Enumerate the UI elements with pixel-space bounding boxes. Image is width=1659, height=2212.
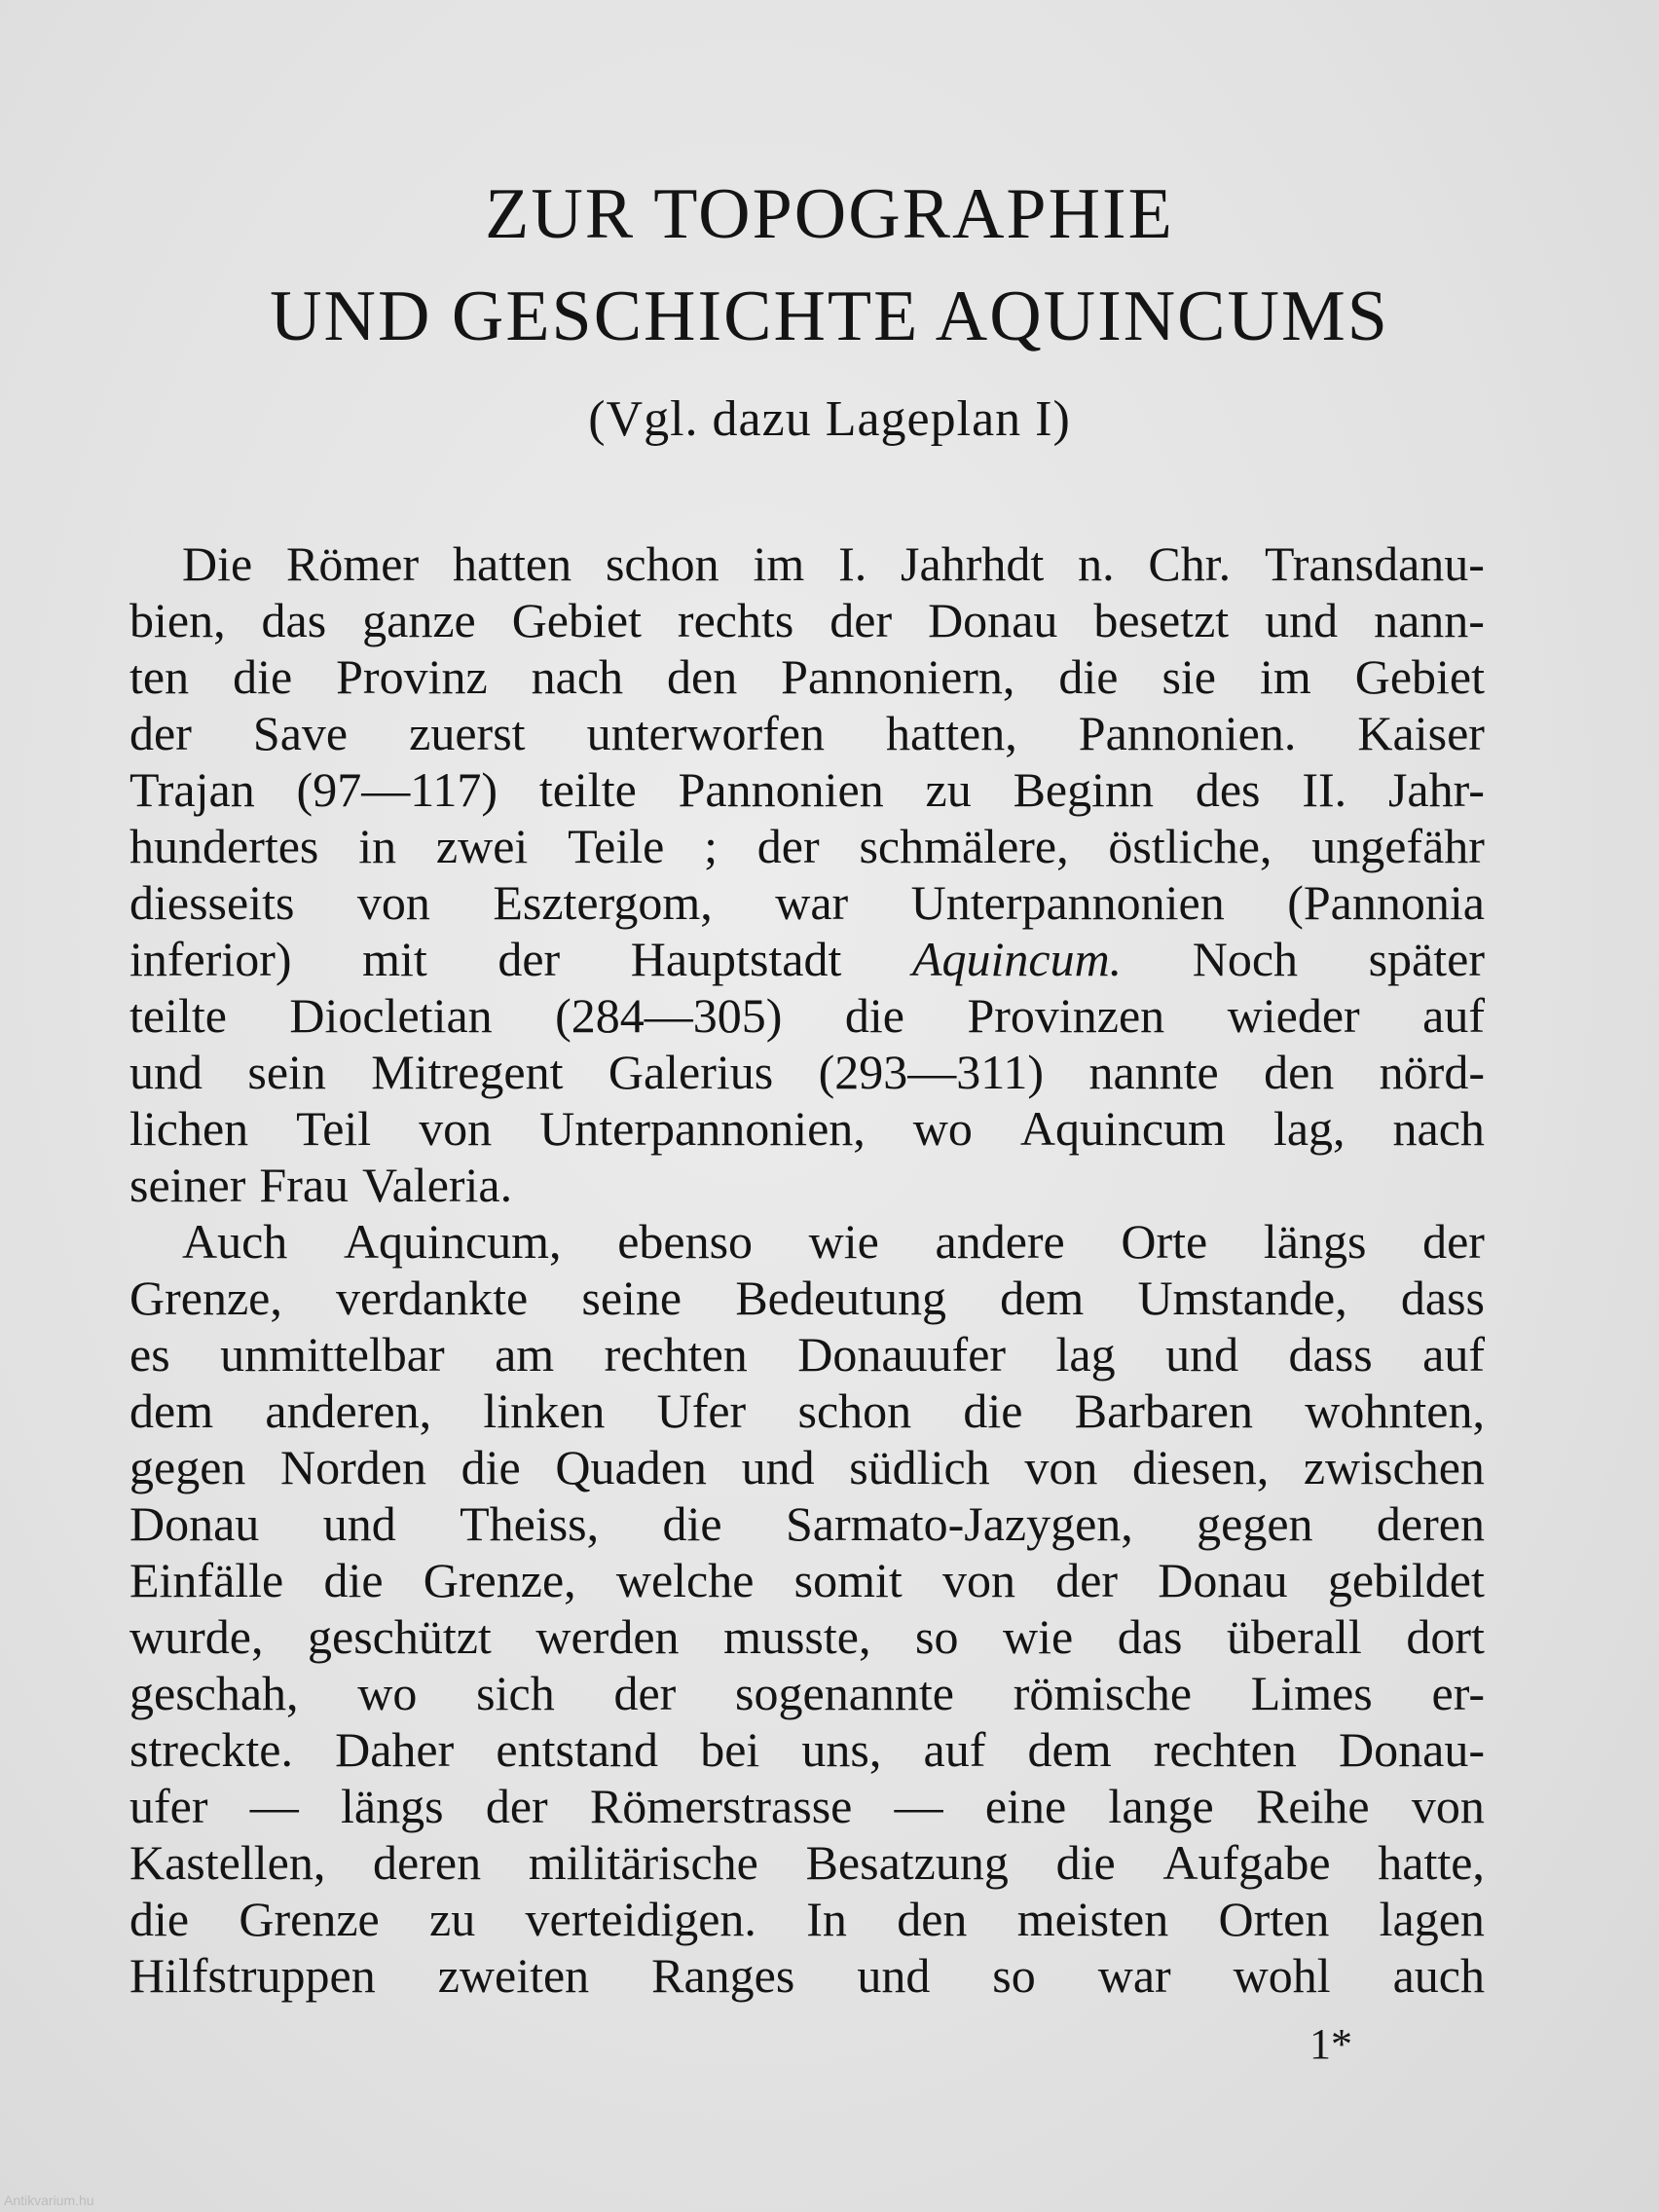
word: lag — [1055, 1327, 1116, 1382]
text-line — [129, 535, 1485, 592]
word: dass — [1288, 1327, 1373, 1382]
word: Orten — [1218, 1892, 1330, 1946]
word: Ufer — [656, 1383, 747, 1438]
word: streckte. — [129, 1722, 293, 1777]
word: deren — [373, 1835, 482, 1890]
word: Barbaren — [1074, 1383, 1253, 1438]
word: andere — [935, 1214, 1065, 1269]
text-line — [129, 1947, 1485, 2004]
word: eine — [984, 1779, 1067, 1833]
word: Beginn — [1013, 762, 1154, 817]
word: Jahrhdt — [901, 536, 1045, 591]
word: Sarmato-Jazygen, — [785, 1496, 1133, 1551]
word: (Pannonia — [1287, 875, 1485, 930]
word: am — [495, 1327, 555, 1382]
word: II. — [1302, 762, 1347, 817]
word: sie — [1161, 649, 1216, 704]
word: Donau — [129, 1496, 260, 1551]
word: rechten — [1153, 1722, 1297, 1777]
word: gegen — [1197, 1496, 1313, 1551]
word: Chr. — [1148, 536, 1232, 591]
word: nach — [531, 649, 624, 704]
word: Einfälle — [129, 1553, 284, 1607]
word: es — [129, 1327, 170, 1382]
word: — — [249, 1779, 299, 1833]
word: Auch — [182, 1214, 288, 1269]
word: Gebiet — [511, 593, 642, 647]
word: im — [753, 536, 805, 591]
word: römische — [1013, 1666, 1193, 1720]
word: sich — [476, 1666, 555, 1720]
word: zu — [925, 762, 972, 817]
text-line — [129, 1778, 1485, 1834]
word: anderen, — [265, 1383, 432, 1438]
word: Teil — [296, 1101, 372, 1156]
word: inferior) — [129, 932, 292, 986]
word: der — [1055, 1553, 1119, 1607]
word: geschützt — [308, 1609, 492, 1664]
word: schmälere, — [859, 819, 1069, 873]
word: Provinz — [336, 649, 488, 704]
word: den — [897, 1892, 968, 1946]
word: die — [844, 988, 904, 1043]
word: wo — [357, 1666, 418, 1720]
word: wohnten, — [1305, 1383, 1485, 1438]
word: ungefähr — [1311, 819, 1485, 873]
text-line — [129, 1157, 1485, 1213]
word: auch — [1392, 1948, 1485, 2003]
word: Trajan — [129, 762, 255, 817]
word: unterworfen — [586, 706, 825, 760]
word: lagen — [1379, 1892, 1485, 1946]
word: dem — [129, 1383, 214, 1438]
word: nann- — [1374, 593, 1485, 647]
word: Unterpannonien — [910, 875, 1225, 930]
word: wohl — [1233, 1948, 1331, 2003]
word: dem — [1027, 1722, 1112, 1777]
word: Pannonien. — [1078, 706, 1297, 760]
word: Galerius — [608, 1045, 774, 1099]
text-line — [129, 1100, 1485, 1157]
word: Besatzung — [805, 1835, 1009, 1890]
word: Pannoniern, — [781, 649, 1015, 704]
word: Umstande, — [1137, 1271, 1347, 1325]
word: längs — [1263, 1214, 1367, 1269]
word: mit — [362, 932, 427, 986]
word: schon — [605, 536, 719, 591]
word: und — [857, 1948, 931, 2003]
text-line — [129, 1439, 1485, 1495]
word: — — [894, 1779, 943, 1833]
word: zwei — [435, 819, 529, 873]
word: die — [1055, 1835, 1116, 1890]
word: hatte, — [1378, 1835, 1485, 1890]
word: des — [1195, 762, 1261, 817]
word: zuerst — [409, 706, 526, 760]
text-line — [129, 1891, 1485, 1947]
word: lichen — [129, 1101, 249, 1156]
word: ; — [704, 819, 718, 873]
word: nannte — [1088, 1045, 1219, 1099]
word: die — [662, 1496, 722, 1551]
word: Ranges — [651, 1948, 795, 2003]
word: Grenze, — [423, 1553, 576, 1607]
word: von — [419, 1101, 493, 1156]
word: längs — [341, 1779, 444, 1833]
word: Jahr- — [1387, 762, 1485, 817]
word: diesen, — [1131, 1440, 1270, 1494]
page-folio: 1* — [1309, 2020, 1352, 2068]
text-line — [129, 1665, 1485, 1721]
word: rechts — [677, 593, 794, 647]
word: von — [1024, 1440, 1098, 1494]
word: überall — [1227, 1609, 1362, 1664]
word: Römerstrasse — [589, 1779, 853, 1833]
text-line — [129, 1721, 1485, 1778]
word: lange — [1108, 1779, 1214, 1833]
word: besetzt — [1093, 593, 1230, 647]
word: er- — [1431, 1666, 1485, 1720]
word: bien, — [129, 593, 226, 647]
word: meisten — [1016, 1892, 1169, 1946]
text-line — [129, 1382, 1485, 1439]
text-line — [129, 1213, 1485, 1270]
text-line — [129, 1552, 1485, 1608]
word: Aquincum. — [911, 932, 1123, 986]
word: die — [963, 1383, 1023, 1438]
word: n. — [1078, 536, 1115, 591]
text-line — [129, 931, 1485, 987]
word: Daher — [335, 1722, 455, 1777]
word: das — [261, 593, 327, 647]
word: Aquincum, — [343, 1214, 562, 1269]
word: Teile — [568, 819, 665, 873]
word: ufer — [129, 1779, 208, 1833]
page-title-line-2: UND GESCHICHTE AQUINCUMS — [270, 276, 1389, 356]
word: Valeria. — [362, 1158, 513, 1212]
word: so — [992, 1948, 1036, 2003]
word: auf — [1422, 988, 1485, 1043]
page-subtitle: (Vgl. dazu Lageplan I) — [588, 391, 1071, 447]
word: Unterpannonien, — [539, 1101, 866, 1156]
word: wie — [1003, 1609, 1074, 1664]
word: Reihe — [1255, 1779, 1370, 1833]
word: Quaden — [555, 1440, 707, 1494]
word: dort — [1406, 1609, 1485, 1664]
word: der — [613, 1666, 677, 1720]
word: so — [915, 1609, 959, 1664]
word: Transdanu- — [1264, 536, 1485, 591]
word: Bedeutung — [735, 1271, 946, 1325]
word: und — [322, 1496, 396, 1551]
word: teilte — [129, 988, 227, 1043]
word: zwischen — [1303, 1440, 1485, 1494]
word: rechten — [604, 1327, 748, 1382]
word: der — [129, 706, 192, 760]
word: nach — [1392, 1101, 1485, 1156]
word: Donau — [928, 593, 1058, 647]
word: Frau — [259, 1158, 350, 1212]
word: diesseits — [129, 875, 295, 930]
word: dem — [1000, 1271, 1085, 1325]
text-line — [129, 1834, 1485, 1891]
word: verteidigen. — [525, 1892, 756, 1946]
word: den — [1264, 1045, 1335, 1099]
word: von — [942, 1553, 1016, 1607]
word: auf — [1422, 1327, 1485, 1382]
word: (293—311) — [818, 1045, 1045, 1099]
word: wieder — [1227, 988, 1360, 1043]
word: gebildet — [1327, 1553, 1485, 1607]
word: das — [1117, 1609, 1183, 1664]
word: Theiss, — [460, 1496, 600, 1551]
word: in — [358, 819, 397, 873]
word: der — [485, 1779, 548, 1833]
word: Kaiser — [1357, 706, 1485, 760]
text-line — [129, 1608, 1485, 1665]
word: Donau — [1158, 1553, 1288, 1607]
word: uns, — [801, 1722, 882, 1777]
word: Hauptstadt — [630, 932, 842, 986]
word: dass — [1400, 1271, 1485, 1325]
word: linken — [483, 1383, 606, 1438]
word: hundertes — [129, 819, 319, 873]
word: hatten — [452, 536, 572, 591]
text-line — [129, 592, 1485, 648]
word: war — [775, 875, 849, 930]
word: Mitregent — [371, 1045, 564, 1099]
word: der — [1422, 1214, 1485, 1269]
word: Hilfstruppen — [129, 1948, 376, 2003]
word: die — [461, 1440, 521, 1494]
watermark: Antikvarium.hu — [4, 2193, 94, 2208]
word: die — [129, 1892, 190, 1946]
word: Limes — [1250, 1666, 1373, 1720]
word: zu — [429, 1892, 476, 1946]
word: sogenannte — [735, 1666, 954, 1720]
word: der — [756, 819, 820, 873]
word: schon — [797, 1383, 912, 1438]
word: auf — [923, 1722, 986, 1777]
word: im — [1259, 649, 1311, 704]
word: Provinzen — [967, 988, 1165, 1043]
word: wo — [912, 1101, 973, 1156]
body-text — [129, 535, 1485, 2004]
word: von — [356, 875, 430, 930]
word: werden — [535, 1609, 680, 1664]
word: Donau- — [1339, 1722, 1485, 1777]
word: war — [1097, 1948, 1171, 2003]
word: Diocletian — [289, 988, 493, 1043]
word: Gebiet — [1354, 649, 1485, 704]
word: die — [233, 649, 293, 704]
word: geschah, — [129, 1666, 299, 1720]
word: (97—117) — [296, 762, 498, 817]
word: Orte — [1121, 1214, 1208, 1269]
word: den — [667, 649, 738, 704]
word: ebenso — [617, 1214, 754, 1269]
word: und — [741, 1440, 815, 1494]
word: musste, — [723, 1609, 871, 1664]
text-line — [129, 1044, 1485, 1100]
word: seiner — [129, 1158, 246, 1212]
text-line — [129, 761, 1485, 818]
word: gegen — [129, 1440, 246, 1494]
word: der — [498, 932, 561, 986]
word: Norden — [280, 1440, 426, 1494]
word: Grenze, — [129, 1271, 282, 1325]
word: sein — [247, 1045, 326, 1099]
word: welche — [615, 1553, 755, 1607]
word: von — [1411, 1779, 1485, 1833]
word: später — [1368, 932, 1485, 986]
word: Die — [182, 536, 253, 591]
text-line — [129, 874, 1485, 931]
word: nörd- — [1379, 1045, 1485, 1099]
text-line — [129, 818, 1485, 874]
word: Römer — [286, 536, 420, 591]
word: Pannonien — [678, 762, 884, 817]
word: unmittelbar — [220, 1327, 445, 1382]
word: wie — [808, 1214, 879, 1269]
word: I. — [838, 536, 867, 591]
word: und — [1165, 1327, 1239, 1382]
word: entstand — [496, 1722, 659, 1777]
word: teilte — [538, 762, 637, 817]
word: (284—305) — [555, 988, 783, 1043]
text-line — [129, 1326, 1485, 1382]
word: bei — [700, 1722, 760, 1777]
text-line — [129, 648, 1485, 705]
word: Esztergom, — [493, 875, 713, 930]
text-line — [129, 987, 1485, 1044]
text-line — [129, 705, 1485, 761]
word: die — [1058, 649, 1119, 704]
word: verdankte — [336, 1271, 529, 1325]
word: somit — [793, 1553, 903, 1607]
word: südlich — [849, 1440, 990, 1494]
word: östliche, — [1108, 819, 1272, 873]
word: ten — [129, 649, 190, 704]
word: und — [129, 1045, 203, 1099]
word: militärische — [528, 1835, 758, 1890]
word: wurde, — [129, 1609, 264, 1664]
word: In — [806, 1892, 847, 1946]
word: deren — [1376, 1496, 1485, 1551]
word: Save — [252, 706, 349, 760]
word: ganze — [362, 593, 476, 647]
word: Kastellen, — [129, 1835, 326, 1890]
text-line — [129, 1270, 1485, 1326]
word: und — [1265, 593, 1339, 647]
word: Aquincum — [1019, 1101, 1226, 1156]
word: Donauufer — [797, 1327, 1007, 1382]
word: der — [830, 593, 893, 647]
word: die — [323, 1553, 384, 1607]
page-title-line-1: ZUR TOPOGRAPHIE — [485, 174, 1174, 254]
word: hatten, — [886, 706, 1017, 760]
word: Aufgabe — [1162, 1835, 1331, 1890]
word: Noch — [1192, 932, 1299, 986]
word: Grenze — [239, 1892, 380, 1946]
word: seine — [581, 1271, 682, 1325]
word: lag, — [1272, 1101, 1346, 1156]
word: zweiten — [437, 1948, 590, 2003]
text-line — [129, 1495, 1485, 1552]
